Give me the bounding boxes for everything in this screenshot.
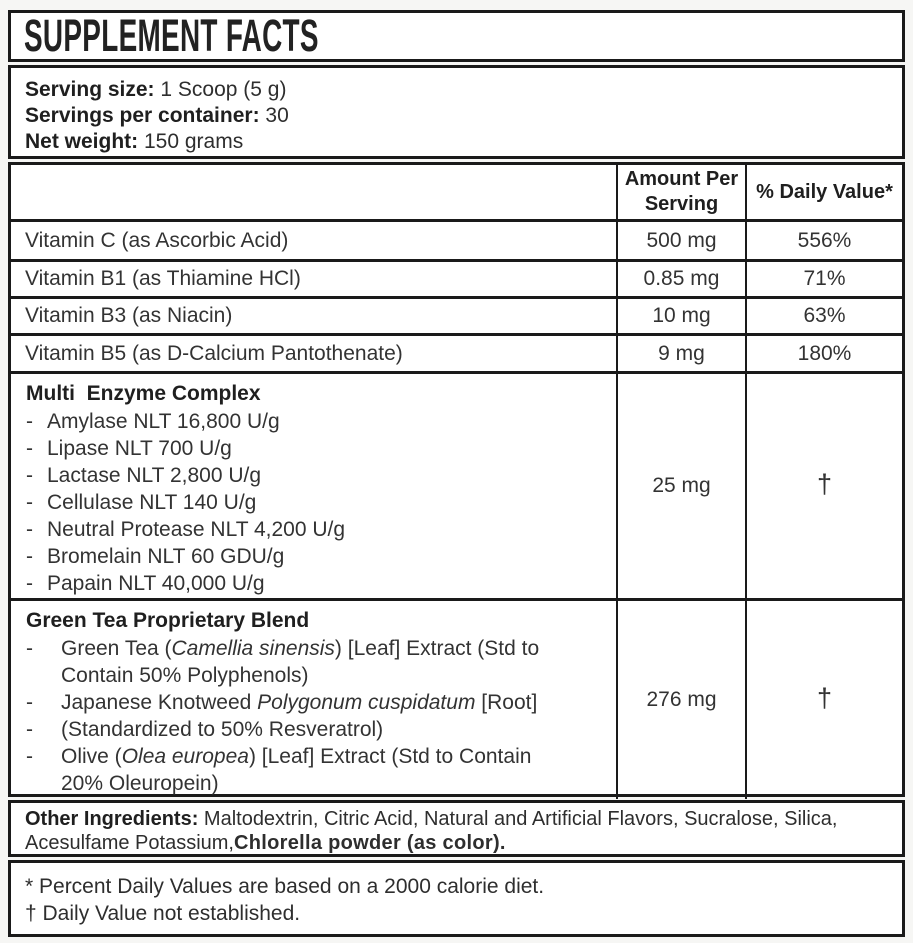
header-amount-per-serving: Amount Per Serving (616, 165, 745, 219)
dash-bullet: - (26, 464, 33, 487)
enzyme-complex-cell (11, 374, 616, 598)
footnotes-box (8, 860, 905, 937)
table-row-vitamin-b5 (11, 336, 902, 374)
dash-bullet: - (26, 572, 33, 595)
dash-bullet: - (26, 410, 33, 433)
dash-bullet: - (26, 518, 33, 541)
footnote-dagger: † Daily Value not established. (25, 902, 301, 925)
ingredient-amount: 276 mg (616, 601, 745, 799)
green-tea-blend-title: Green Tea Proprietary Blend (26, 609, 310, 632)
page-title: SUPPLEMENT FACTS (24, 10, 319, 61)
ingredient-name: Vitamin B1 (as Thiamine HCl) (25, 267, 301, 290)
daily-value-not-established-dagger: † (745, 601, 902, 799)
supplement-facts-label (8, 10, 905, 940)
ingredient-name: Vitamin B3 (as Niacin) (25, 304, 233, 327)
header-name-cell (11, 165, 616, 219)
dash-bullet: - (26, 437, 33, 460)
enzyme-list-item: - Cellulase NLT 140 U/g (26, 491, 257, 514)
servings-per-container-value: 30 (259, 104, 289, 127)
enzyme-list-item: - Papain NLT 40,000 U/g (26, 572, 265, 595)
other-ingredients-text: Other Ingredients: Maltodextrin, Citric Acid, Natural and Artificial Flavors, Sucralose, Silica, Acesulfame Potassium,Chlorella powder (as color). (25, 808, 838, 854)
ingredient-name: Vitamin B5 (as D-Calcium Pantothenate) (25, 341, 403, 365)
dash-bullet: - (26, 718, 33, 741)
ingredient-amount: 0.85 mg (616, 262, 745, 296)
blend-list-item: - Japanese Knotweed Polygonum cuspidatum [Root] (26, 691, 538, 714)
dash-bullet: - (26, 745, 33, 768)
table-row-multi-enzyme-complex (11, 374, 902, 601)
ingredient-dv: 63% (745, 299, 902, 333)
enzyme-list-item: - Neutral Protease NLT 4,200 U/g (26, 518, 346, 541)
servings-per-container-label: Servings per container: (25, 104, 260, 127)
servings-per-container-line (25, 103, 888, 129)
net-weight-label: Net weight: (25, 130, 139, 153)
enzyme-list-item: - Amylase NLT 16,800 U/g (26, 410, 280, 433)
serving-size-line (25, 77, 888, 103)
blend-list-item: - Olive (Olea europea) [Leaf] Extract (Std to Contain 20% Oleuropein) (26, 745, 532, 795)
title-box (8, 10, 905, 62)
header-daily-value: % Daily Value* (745, 165, 902, 219)
facts-table (8, 162, 905, 797)
ingredient-amount: 9 mg (616, 336, 745, 371)
footnote-percent-daily-value: * Percent Daily Values are based on a 2000 calorie diet. (25, 875, 545, 898)
enzyme-complex-title: Multi Enzyme Complex (26, 382, 261, 405)
ingredient-amount: 500 mg (616, 222, 745, 259)
daily-value-not-established-dagger: † (745, 374, 902, 598)
enzyme-list-item: - Lipase NLT 700 U/g (26, 437, 232, 460)
dash-bullet: - (26, 491, 33, 514)
serving-size-label: Serving size: (25, 78, 155, 101)
ingredient-dv: 71% (745, 262, 902, 296)
table-row-vitamin-b3 (11, 299, 902, 336)
green-tea-blend-cell (11, 601, 616, 799)
serving-size-value: 1 Scoop (5 g) (154, 78, 287, 101)
dash-bullet: - (26, 637, 33, 660)
net-weight-value: 150 grams (138, 130, 244, 153)
other-ingredients-box (8, 800, 905, 857)
net-weight-line (25, 129, 888, 155)
table-row-green-tea-blend (11, 601, 902, 799)
enzyme-list-item: - Bromelain NLT 60 GDU/g (26, 545, 285, 568)
table-row-vitamin-c (11, 222, 902, 262)
blend-list-item: - (Standardized to 50% Resveratrol) (26, 718, 384, 741)
ingredient-amount: 25 mg (616, 374, 745, 598)
dash-bullet: - (26, 545, 33, 568)
table-header-row (11, 165, 902, 222)
enzyme-list-item: - Lactase NLT 2,800 U/g (26, 464, 262, 487)
blend-list-item: - Green Tea (Camellia sinensis) [Leaf] Extract (Std to Contain 50% Polyphenols) (26, 637, 540, 687)
ingredient-dv: 556% (745, 222, 902, 259)
ingredient-amount: 10 mg (616, 299, 745, 333)
serving-info-box (8, 65, 905, 159)
ingredient-dv: 180% (745, 336, 902, 371)
dash-bullet: - (26, 691, 33, 714)
ingredient-name: Vitamin C (as Ascorbic Acid) (25, 228, 289, 252)
table-row-vitamin-b1 (11, 262, 902, 299)
